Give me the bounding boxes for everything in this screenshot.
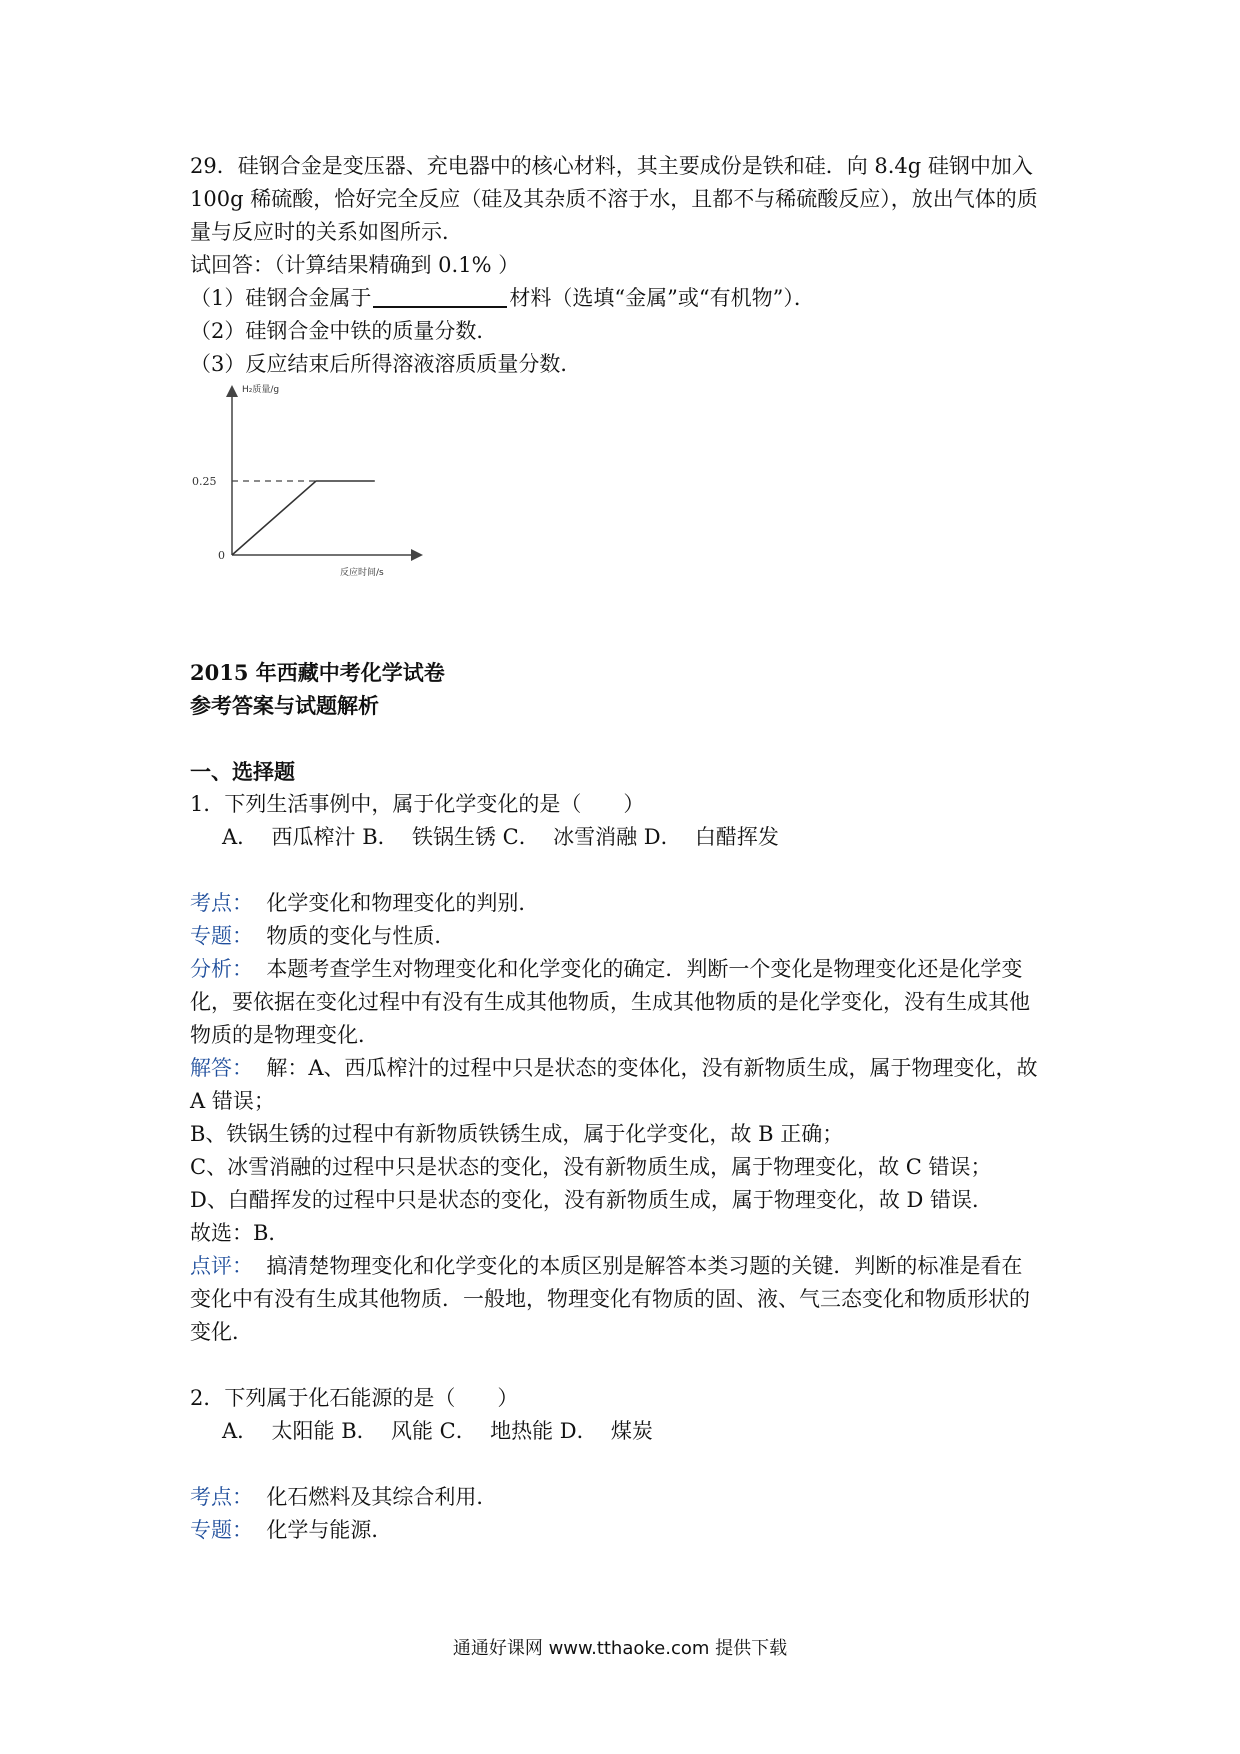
q1-fenxi: [190, 953, 1070, 986]
q29-instruction: 试回答：（计算结果精确到 0.1% ）: [190, 253, 520, 277]
question-1: [190, 788, 1070, 1349]
q29-sub1: [190, 282, 1070, 315]
h2-mass-chart: [190, 380, 430, 585]
section-title: 一、选择题: [190, 759, 295, 784]
jieda-label: 解答：: [190, 1056, 253, 1080]
answer-title: 2015 年西藏中考化学试卷: [190, 660, 445, 685]
q1-zhuanti: [190, 920, 1070, 953]
q29-line-1: 29．硅钢合金是变压器、充电器中的核心材料，其主要成份是铁和硅．向 8.4g 硅钢中加入: [190, 154, 1033, 178]
q2-stem: 2．下列属于化石能源的是（ ）: [190, 1386, 519, 1410]
q29-sub2: （2）硅钢合金中铁的质量分数．: [190, 319, 498, 343]
q29-sub1-after: 材料（选填“金属”或“有机物”）．: [509, 286, 815, 310]
q29-sub3: （3）反应结束后所得溶液溶质质量分数．: [190, 352, 582, 376]
jieda-text-4: C、冰雪消融的过程中只是状态的变化，没有新物质生成，属于物理变化，故 C 错误；: [190, 1155, 992, 1179]
question-2: [190, 1382, 1070, 1547]
y-tick-label: 0.25: [192, 475, 217, 488]
kaodian-label: 考点：: [190, 1485, 253, 1509]
y-axis-label: H₂质量/g: [242, 385, 280, 395]
spacer: [190, 722, 1070, 755]
dianping-text-3: 变化．: [190, 1320, 253, 1344]
answer-blank: [373, 284, 507, 308]
jieda-text-3: B、铁锅生锈的过程中有新物质铁锈生成，属于化学变化，故 B 正确；: [190, 1122, 844, 1146]
origin-label: 0: [218, 549, 225, 562]
q2-kaodian: [190, 1481, 1070, 1514]
kaodian-label: 考点：: [190, 891, 253, 915]
q2-options: A． 太阳能 B． 风能 C． 地热能 D． 煤炭: [222, 1419, 653, 1443]
page-content: [190, 150, 1070, 1547]
x-axis-label: 反应时间/s: [340, 568, 384, 578]
jieda-text-1: 解：A、西瓜榨汁的过程中只是状态的变体化，没有新物质生成，属于物理变化，故: [253, 1056, 1038, 1080]
jieda-answer: 故选：B．: [190, 1221, 290, 1245]
q29-line-2: 100g 稀硫酸，恰好完全反应（硅及其杂质不溶于水，且都不与稀硫酸反应），放出气体的质: [190, 187, 1038, 211]
q2-zhuanti: [190, 1514, 1070, 1547]
q29-line-3: 量与反应时的关系如图所示．: [190, 220, 463, 244]
jieda-text-2: A 错误；: [190, 1089, 275, 1113]
kaodian-text: 化学变化和物理变化的判别．: [253, 891, 540, 915]
fenxi-label: 分析：: [190, 957, 253, 981]
fenxi-text-2: 化，要依据在变化过程中有没有生成其他物质，生成其他物质的是化学变化，没有生成其他: [190, 990, 1030, 1014]
footer-text: 通通好课网 www.tthaoke.com 提供下载: [452, 1638, 788, 1659]
q1-stem: 1．下列生活事例中，属于化学变化的是（ ）: [190, 792, 645, 816]
q29-sub1-before: （1）硅钢合金属于: [190, 286, 372, 310]
zhuanti-text: 物质的变化与性质．: [253, 924, 456, 948]
zhuanti-text: 化学与能源．: [253, 1518, 393, 1542]
chart-svg: [190, 380, 430, 585]
spacer: [190, 854, 1070, 887]
spacer: [190, 1349, 1070, 1382]
fenxi-text-1: 本题考查学生对物理变化和化学变化的确定．判断一个变化是物理变化还是化学变: [253, 957, 1023, 981]
q1-options: A． 西瓜榨汁 B． 铁锅生锈 C． 冰雪消融 D． 白醋挥发: [222, 825, 779, 849]
dianping-text-1: 搞清楚物理变化和化学变化的本质区别是解答本类习题的关键．判断的标准是看在: [253, 1254, 1023, 1278]
jieda-text-5: D、白醋挥发的过程中只是状态的变化，没有新物质生成，属于物理变化，故 D 错误．: [190, 1188, 994, 1212]
q1-dianping: [190, 1250, 1070, 1283]
q1-kaodian: [190, 887, 1070, 920]
q1-jieda: [190, 1052, 1070, 1085]
answer-subtitle: 参考答案与试题解析: [190, 693, 379, 718]
zhuanti-label: 专题：: [190, 1518, 253, 1542]
dianping-text-2: 变化中有没有生成其他物质．一般地，物理变化有物质的固、液、气三态变化和物质形状的: [190, 1287, 1030, 1311]
zhuanti-label: 专题：: [190, 924, 253, 948]
question-29: [190, 150, 1070, 381]
kaodian-text: 化石燃料及其综合利用．: [253, 1485, 498, 1509]
spacer: [190, 1448, 1070, 1481]
series-line: [232, 481, 375, 555]
dianping-label: 点评：: [190, 1254, 253, 1278]
fenxi-text-3: 物质的是物理变化．: [190, 1023, 379, 1047]
